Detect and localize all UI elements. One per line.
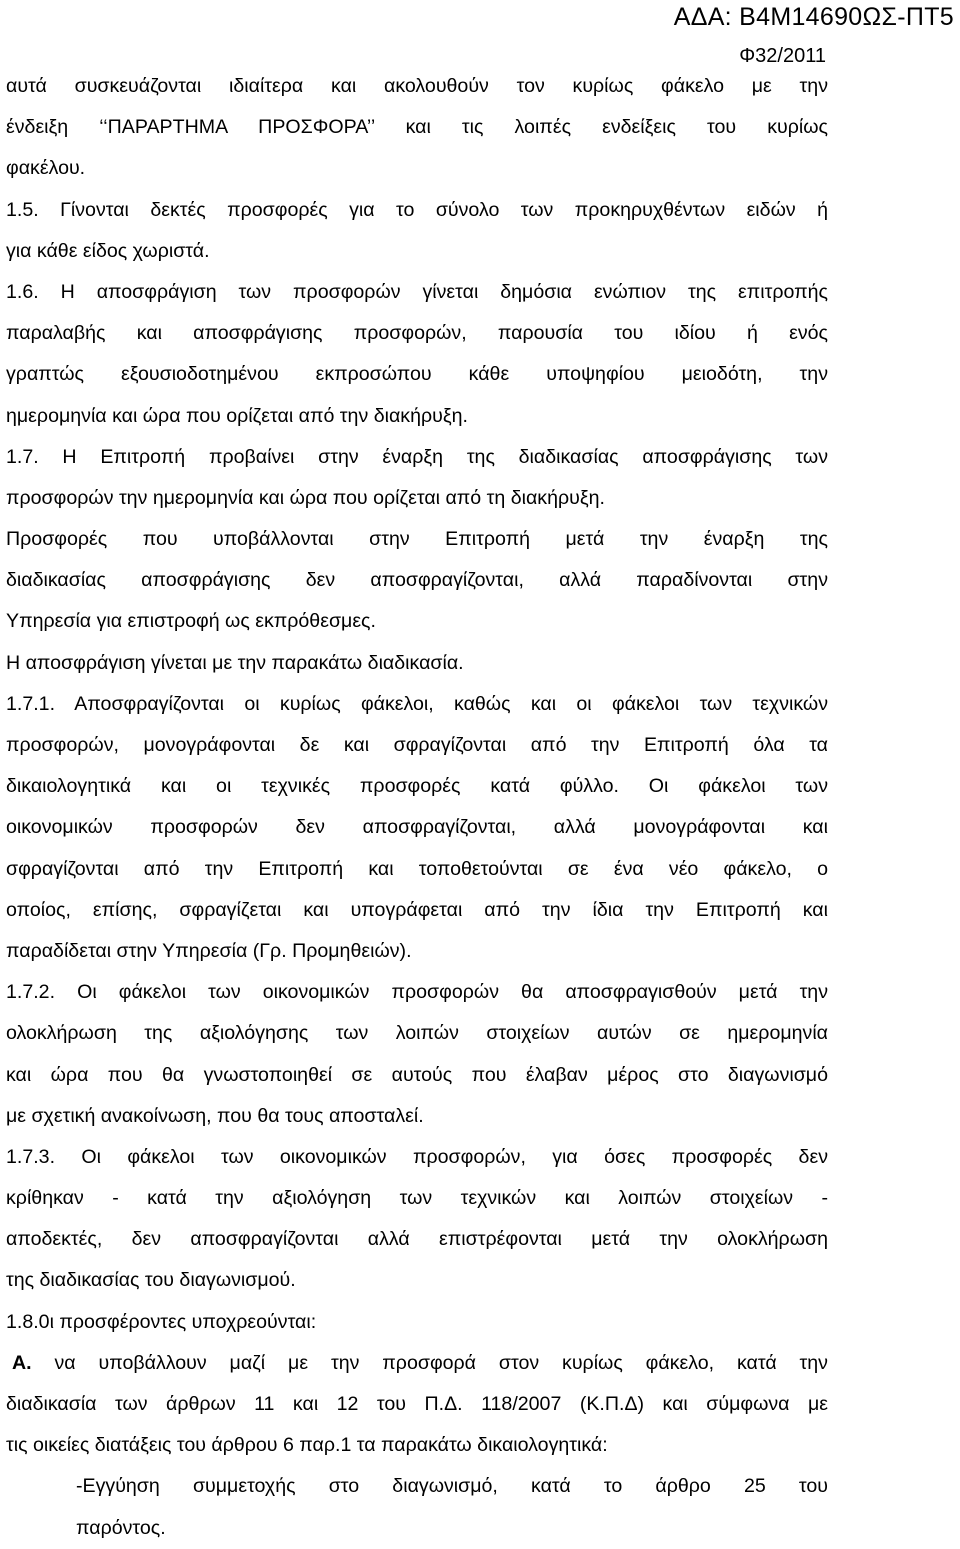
text-line: διαδικασίας αποσφράγισης δεν αποσφραγίζονται, αλλά παραδίνονται στην: [6, 569, 828, 592]
item-a-continuation: [6, 1384, 828, 1466]
item-a-text: να υποβάλλουν μαζί με την προσφορά στον κυρίως φάκελο, κατά την: [54, 1351, 828, 1374]
text-line: παραλαβής και αποσφράγισης προσφορών, παρουσία του ιδίου ή ενός: [6, 322, 828, 345]
item-a-first-line: [6, 1343, 828, 1384]
text-line: διαδικασία των άρθρων 11 και 12 του Π.Δ. 118/2007 (Κ.Π.Δ) και σύμφωνα με: [6, 1393, 828, 1415]
text-line: ολοκλήρωση της αξιολόγησης των λοιπών στοιχείων αυτών σε ημερομηνία: [6, 1022, 828, 1045]
text-line: αποδεκτές, δεν αποσφραγίζονται αλλά επιστρέφονται μετά την ολοκλήρωση: [6, 1228, 828, 1251]
text-line: με σχετική ανακοίνωση, που θα τους αποσταλεί.: [6, 1104, 424, 1127]
text-line: για κάθε είδος χωριστά.: [6, 239, 210, 262]
text-line: ένδειξη ‘‘ΠΑΡΑΡΤΗΜΑ ΠΡΟΣΦΟΡΑ’’ και τις λοιπές ενδείξεις του κυρίως: [6, 116, 828, 139]
text-line: 1.7. Η Επιτροπή προβαίνει στην έναρξη της διαδικασίας αποσφράγισης των: [6, 445, 828, 468]
text-line: 1.5. Γίνονται δεκτές προσφορές για το σύνολο των προκηρυχθέντων ειδών ή: [6, 198, 828, 221]
text-line: Υπηρεσία για επιστροφή ως εκπρόθεσμες.: [6, 610, 376, 633]
text-line: και ώρα που θα γνωστοποιηθεί σε αυτούς που έλαβαν μέρος στο διαγωνισμό: [6, 1063, 828, 1086]
text-line: 1.7.3. Οι φάκελοι των οικονομικών προσφορών, για όσες προσφορές δεν: [6, 1145, 828, 1168]
text-line: της διαδικασίας του διαγωνισμού.: [6, 1269, 296, 1292]
text-line: προσφορών την ημερομηνία και ώρα που ορίζεται από τη διακήρυξη.: [6, 486, 605, 509]
item-a-marker: Α.: [12, 1351, 32, 1374]
text-line: 1.7.2. Οι φάκελοι των οικονομικών προσφορών θα αποσφραγισθούν μετά την: [6, 981, 828, 1004]
ada-code: ΑΔΑ: Β4Μ14690ΩΣ-ΠΤ5: [673, 3, 954, 31]
text-line: οποίος, επίσης, σφραγίζεται και υπογράφεται από την ίδια την Επιτροπή και: [6, 898, 828, 921]
guarantee-line: -Εγγύηση συμμετοχής στο διαγωνισμό, κατά το άρθρο 25 του: [76, 1475, 828, 1498]
text-line: παραδίδεται στην Υπηρεσία (Γρ. Προμηθειών).: [6, 939, 412, 962]
text-line: 1.8.0ι προσφέροντες υποχρεούνται:: [6, 1310, 317, 1333]
text-line: αυτά συσκευάζονται ιδιαίτερα και ακολουθούν τον κυρίως φάκελο με την: [6, 75, 828, 97]
text-line: οικονομικών προσφορών δεν αποσφραγίζονται, αλλά μονογράφονται και: [6, 816, 828, 839]
text-line: 1.6. Η αποσφράγιση των προσφορών γίνεται δημόσια ενώπιον της επιτροπής: [6, 280, 828, 303]
text-line: τις οικείες διατάξεις του άρθρου 6 παρ.1 τα παρακάτω δικαιολογητικά:: [6, 1434, 608, 1457]
text-line: Προσφορές που υποβάλλονται στην Επιτροπή μετά την έναρξη της: [6, 528, 828, 551]
text-line: δικαιολογητικά και οι τεχνικές προσφορές κατά φύλλο. Οι φάκελοι των: [6, 775, 828, 798]
text-line: φακέλου.: [6, 157, 86, 180]
body-paragraphs: [6, 66, 828, 1343]
text-line: προσφορών, μονογράφονται δε και σφραγίζονται από την Επιτροπή όλα τα: [6, 734, 828, 756]
guarantee-line-end: παρόντος.: [76, 1516, 166, 1539]
text-line: γραπτώς εξουσιοδοτημένου εκπροσώπου κάθε υποψηφίου μειοδότη, την: [6, 363, 828, 386]
protocol-number: Φ32/2011: [739, 45, 826, 67]
text-line: Η αποσφράγιση γίνεται με την παρακάτω διαδικασία.: [6, 651, 464, 674]
text-line: 1.7.1. Αποσφραγίζονται οι κυρίως φάκελοι, καθώς και οι φάκελοι των τεχνικών: [6, 692, 828, 715]
text-line: σφραγίζονται από την Επιτροπή και τοποθετούνται σε ένα νέο φάκελο, ο: [6, 857, 828, 880]
text-line: κρίθηκαν - κατά την αξιολόγηση των τεχνικών και λοιπών στοιχείων -: [6, 1187, 828, 1210]
text-line: ημερομηνία και ώρα που ορίζεται από την διακήρυξη.: [6, 404, 468, 427]
document-body: [6, 66, 828, 1549]
